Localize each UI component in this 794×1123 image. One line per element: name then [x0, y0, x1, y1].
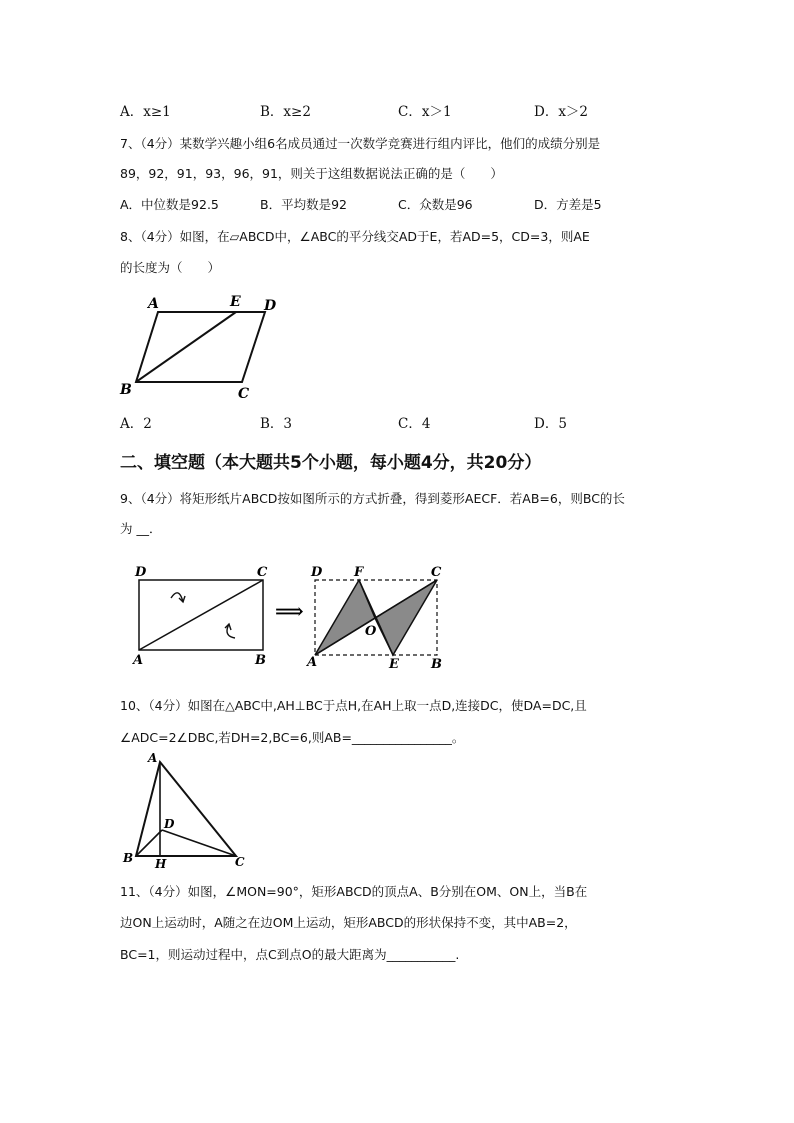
q8-label-d: D	[264, 298, 277, 314]
q8-label-e: E	[230, 294, 241, 310]
q9-fold-figure	[125, 562, 455, 674]
q11-text-line1: 11、（4分）如图，∠MON=90°，矩形ABCD的顶点A、B分别在OM、ON上，当B在	[120, 884, 588, 899]
q7-text-line1: 7、（4分）某数学兴趣小组6名成员通过一次数学竞赛进行组内评比，他们的成绩分别是	[120, 136, 601, 151]
q6-option-a: A．x≥1	[120, 104, 171, 120]
q7-option-c: C．众数是96	[398, 197, 473, 212]
q9-left-label-d: D	[135, 565, 147, 580]
q8-label-a: A	[148, 296, 159, 312]
q9-right-label-d: D	[311, 565, 323, 580]
q9-left-label-a: A	[133, 653, 144, 668]
q8-label-c: C	[238, 386, 250, 402]
q9-right-label-o: O	[365, 624, 377, 639]
q9-left-label-b: B	[255, 653, 266, 668]
q6-option-c: C．x＞1	[398, 104, 452, 120]
q7-option-d: D．方差是5	[534, 197, 602, 212]
q6-option-b: B．x≥2	[260, 104, 311, 120]
q8-parallelogram-figure	[110, 290, 300, 410]
q9-right-label-e: E	[389, 657, 399, 672]
q9-right-label-f: F	[354, 565, 364, 580]
section-2-heading: 二、填空题（本大题共5个小题，每小题4分，共20分）	[120, 453, 542, 473]
q9-right-label-a: A	[307, 655, 318, 670]
q10-label-d: D	[164, 817, 175, 831]
q10-triangle-figure	[118, 750, 258, 870]
q10-label-c: C	[235, 855, 245, 869]
q10-label-b: B	[123, 851, 134, 865]
q8-option-c: C．4	[398, 416, 431, 432]
q10-text-line2: ∠ADC=2∠DBC,若DH=2,BC=6,则AB=________________。	[120, 730, 465, 745]
q8-label-b: B	[120, 382, 132, 398]
q10-text-line1: 10、（4分）如图在△ABC中,AH⊥BC于点H,在AH上取一点D,连接DC，使DA=DC,且	[120, 698, 587, 713]
q8-option-b: B．3	[260, 416, 293, 432]
q9-arrow: ⟹	[275, 599, 304, 623]
q7-option-b: B．平均数是92	[260, 197, 347, 212]
q6-option-d: D．x＞2	[534, 104, 589, 120]
q9-right-label-c: C	[431, 565, 442, 580]
q10-label-a: A	[148, 751, 158, 765]
q7-option-a: A．中位数是92.5	[120, 197, 219, 212]
q9-text-line1: 9、（4分）将矩形纸片ABCD按如图所示的方式折叠，得到菱形AECF．若AB=6，则BC的长	[120, 491, 625, 506]
q11-text-line3: BC=1，则运动过程中，点C到点O的最大距离为___________.	[120, 947, 460, 962]
q8-option-a: A．2	[120, 416, 152, 432]
q8-text-line2: 的长度为（ ）	[120, 260, 221, 275]
q9-right-label-b: B	[431, 657, 442, 672]
q11-text-line2: 边ON上运动时，A随之在边OM上运动，矩形ABCD的形状保持不变，其中AB=2，	[120, 915, 577, 930]
q10-label-h: H	[155, 857, 167, 871]
q9-text-line2: 为 __．	[120, 521, 162, 536]
q8-text-line1: 8、（4分）如图，在▱ABCD中，∠ABC的平分线交AD于E，若AD=5，CD=3，则AE	[120, 229, 590, 244]
q7-text-line2: 89，92，91，93，96，91，则关于这组数据说法正确的是（ ）	[120, 166, 503, 181]
q9-left-label-c: C	[257, 565, 268, 580]
q8-option-d: D．5	[534, 416, 567, 432]
